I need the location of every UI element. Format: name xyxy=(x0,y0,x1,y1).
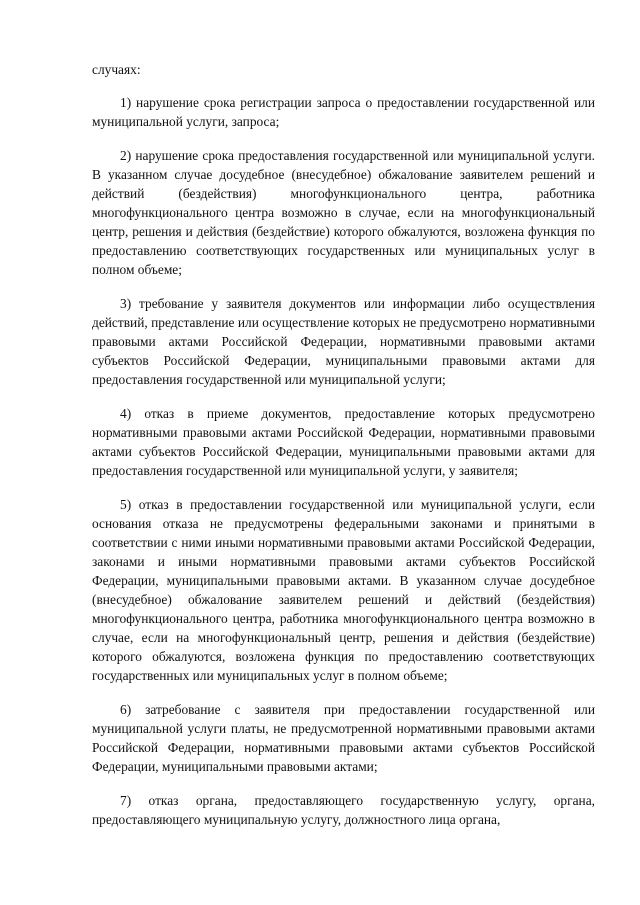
list-item-4: 4) отказ в приеме документов, предоставление которых предусмотрено нормативными правовыми актами Российской Федерации, нормативными правовыми актами субъектов Российской Федерации, муниципальными правовыми актами для предоставления государственной или муниципальной услуги, у заявителя; xyxy=(92,406,595,478)
list-item-6: 6) затребование с заявителя при предоставлении государственной или муниципальной услуги платы, не предусмотренной нормативными правовыми актами Российской Федерации, нормативными правовыми актами субъектов Российской Федерации, муниципальными правовыми актами; xyxy=(92,702,595,774)
document-page xyxy=(92,60,595,829)
lead-text: случаях: xyxy=(92,62,141,77)
list-item-3: 3) требование у заявителя документов или информации либо осуществления действий, представление или осуществление которых не предусмотрено нормативными правовыми актами Российской Федерации, нормативными правовыми актами субъектов Российской Федерации, муниципальными правовыми актами для предоставления государственной или муниципальной услуги; xyxy=(92,296,595,387)
list-item-1: 1) нарушение срока регистрации запроса о предоставлении государственной или муниципальной услуги, запроса; xyxy=(92,95,595,129)
list-item-2: 2) нарушение срока предоставления государственной или муниципальной услуги. В указанном случае досудебное (внесудебное) обжалование заявителем решений и действий (бездействия) многофункционального центра, работника многофункционального центра возможно в случае, если на многофункциональный центр, решения и действия (бездействие) которого обжалуются, возложена функция по предоставлению соответствующих государственных или муниципальных услуг в полном объеме; xyxy=(92,148,595,277)
list-item-5: 5) отказ в предоставлении государственной или муниципальной услуги, если основания отказа не предусмотрены федеральными законами и принятыми в соответствии с ними иными нормативными правовыми актами Российской Федерации, законами и иными нормативными правовыми актами субъектов Российской Федерации, муниципальными правовыми актами. В указанном случае досудебное (внесудебное) обжалование заявителем решений и действий (бездействия) многофункционального центра, работника многофункционального центра возможно в случае, если на многофункциональный центр, решения и действия (бездействие) которого обжалуются, возложена функция по предоставлению соответствующих государственных или муниципальных услуг в полном объеме; xyxy=(92,497,595,683)
list-item-7: 7) отказ органа, предоставляющего государственную услугу, органа, предоставляющего муниципальную услугу, должностного лица органа, xyxy=(92,793,595,827)
